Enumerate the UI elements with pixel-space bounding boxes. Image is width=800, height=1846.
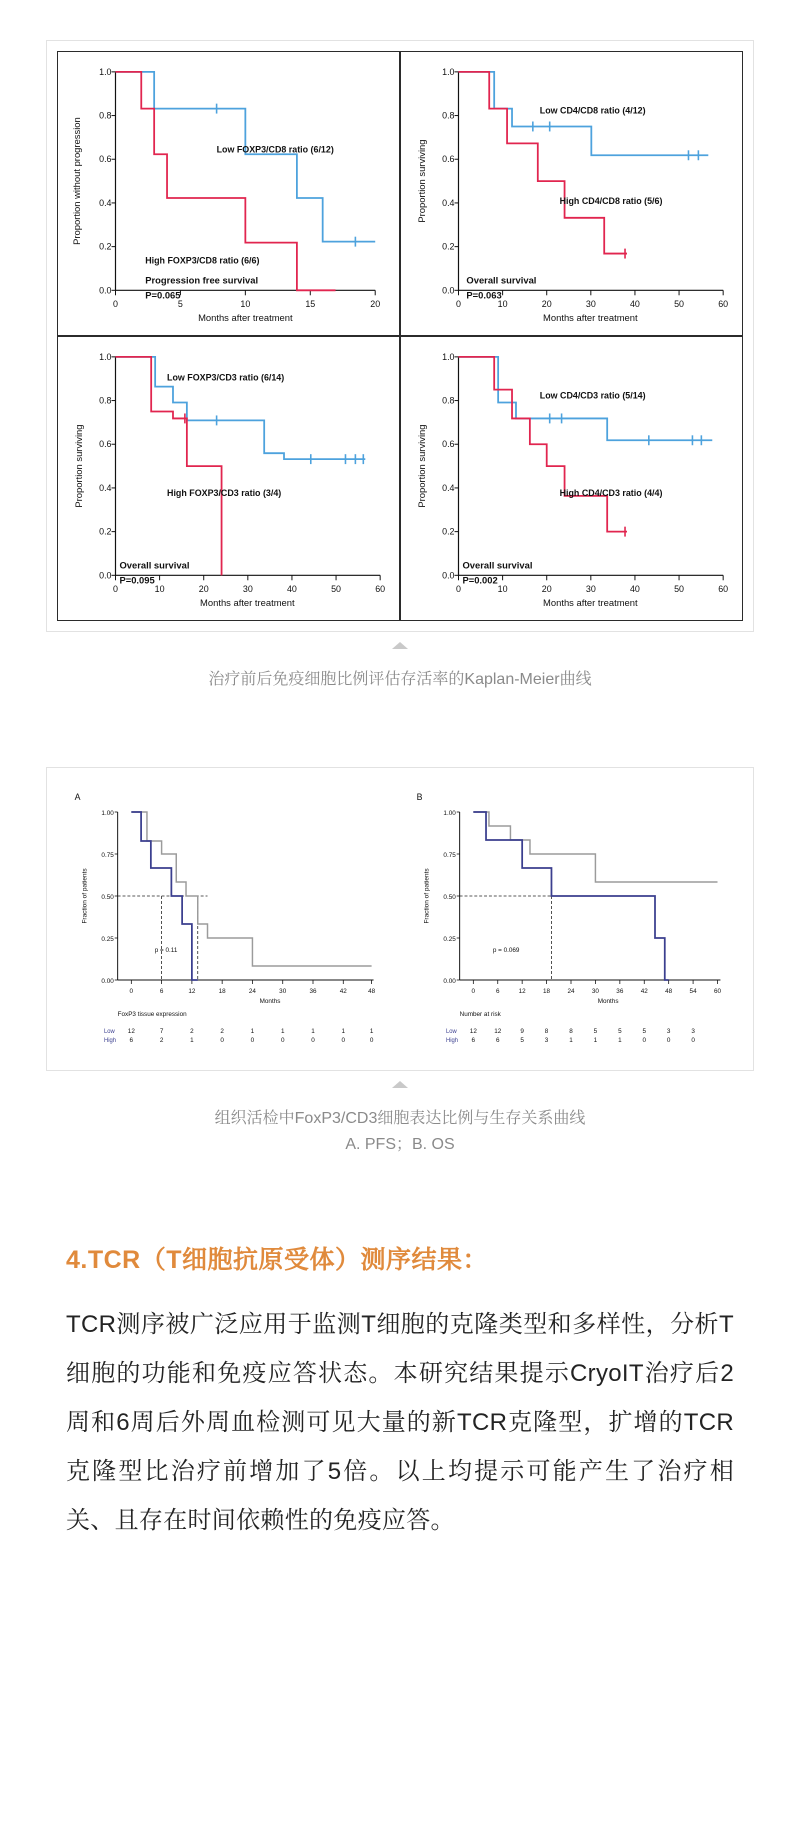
svg-text:7: 7 bbox=[159, 1027, 164, 1036]
svg-text:0.50: 0.50 bbox=[443, 893, 456, 902]
svg-text:Months after treatment: Months after treatment bbox=[200, 597, 295, 609]
svg-text:0.75: 0.75 bbox=[101, 851, 114, 860]
svg-text:Months after treatment: Months after treatment bbox=[543, 312, 638, 324]
svg-text:Low FOXP3/CD8 ratio (6/12): Low FOXP3/CD8 ratio (6/12) bbox=[216, 144, 334, 155]
svg-text:36: 36 bbox=[616, 987, 624, 996]
svg-text:Number at risk: Number at risk bbox=[459, 1010, 501, 1019]
svg-text:0.75: 0.75 bbox=[443, 851, 456, 860]
svg-text:0.0: 0.0 bbox=[442, 285, 455, 296]
svg-text:3: 3 bbox=[691, 1027, 695, 1036]
svg-text:Months: Months bbox=[259, 997, 281, 1006]
tcr-section bbox=[66, 1232, 734, 1545]
svg-text:2: 2 bbox=[190, 1027, 194, 1036]
svg-text:40: 40 bbox=[286, 584, 297, 595]
svg-text:54: 54 bbox=[689, 987, 697, 996]
svg-text:20: 20 bbox=[541, 584, 552, 595]
svg-text:Low CD4/CD3 ratio (5/14): Low CD4/CD3 ratio (5/14) bbox=[539, 390, 646, 401]
svg-text:48: 48 bbox=[665, 987, 673, 996]
km-chart-os-cd4-cd8 bbox=[401, 52, 742, 335]
svg-text:6: 6 bbox=[471, 1036, 476, 1045]
section-paragraph: TCR测序被广泛应用于监测T细胞的克隆类型和多样性，分析T细胞的功能和免疫应答状态。本研究结果提示CryoIT治疗后2周和6周后外周血检测可见大量的新TCR克隆型，扩增的TCR克隆型比治疗前增加了5倍。以上均提示可能产生了治疗相关、且存在时间依赖性的免疫应答。 bbox=[66, 1311, 734, 1534]
svg-text:10: 10 bbox=[154, 584, 165, 595]
svg-text:Proportion surviving: Proportion surviving bbox=[415, 424, 427, 508]
figure-2-caption-line-2: A. PFS；B. OS bbox=[345, 1136, 455, 1153]
svg-text:0.0: 0.0 bbox=[99, 570, 112, 581]
gap-figure2-text bbox=[0, 1158, 800, 1232]
svg-text:Overall survival: Overall survival bbox=[462, 559, 533, 571]
svg-text:12: 12 bbox=[494, 1027, 502, 1036]
svg-text:60: 60 bbox=[713, 987, 722, 996]
svg-text:1: 1 bbox=[190, 1036, 194, 1045]
svg-text:0: 0 bbox=[456, 584, 461, 595]
svg-text:A: A bbox=[74, 791, 81, 803]
svg-text:0: 0 bbox=[666, 1036, 671, 1045]
svg-text:0.2: 0.2 bbox=[442, 526, 455, 537]
figure-2-card bbox=[46, 767, 754, 1071]
svg-text:High CD4/CD3 ratio (4/4): High CD4/CD3 ratio (4/4) bbox=[559, 487, 663, 498]
svg-text:0.00: 0.00 bbox=[101, 977, 114, 986]
svg-text:8: 8 bbox=[569, 1027, 573, 1036]
svg-text:50: 50 bbox=[674, 584, 685, 595]
svg-text:10: 10 bbox=[497, 299, 508, 310]
svg-text:Proportion surviving: Proportion surviving bbox=[72, 424, 84, 508]
svg-text:60: 60 bbox=[375, 584, 386, 595]
svg-text:8: 8 bbox=[544, 1027, 549, 1036]
svg-text:20: 20 bbox=[198, 584, 209, 595]
svg-text:0.8: 0.8 bbox=[442, 110, 455, 121]
svg-text:42: 42 bbox=[640, 987, 648, 996]
svg-text:0.4: 0.4 bbox=[442, 197, 455, 208]
svg-text:Months: Months bbox=[597, 997, 619, 1006]
svg-text:0.50: 0.50 bbox=[101, 893, 114, 902]
svg-text:0.25: 0.25 bbox=[101, 935, 114, 944]
svg-text:High: High bbox=[103, 1037, 117, 1045]
svg-text:6: 6 bbox=[495, 987, 500, 996]
svg-text:48: 48 bbox=[368, 987, 376, 996]
svg-text:1.0: 1.0 bbox=[99, 351, 112, 362]
svg-text:12: 12 bbox=[127, 1027, 135, 1036]
svg-text:High: High bbox=[445, 1037, 459, 1045]
svg-text:1: 1 bbox=[593, 1036, 598, 1045]
svg-text:42: 42 bbox=[339, 987, 347, 996]
svg-text:50: 50 bbox=[331, 584, 342, 595]
svg-text:p = 0.11: p = 0.11 bbox=[154, 946, 178, 955]
svg-text:P=0.095: P=0.095 bbox=[119, 574, 155, 586]
svg-text:1: 1 bbox=[341, 1027, 346, 1036]
svg-text:0.6: 0.6 bbox=[99, 154, 112, 165]
svg-text:0: 0 bbox=[341, 1036, 346, 1045]
svg-text:50: 50 bbox=[674, 299, 685, 310]
svg-text:0.8: 0.8 bbox=[99, 395, 112, 406]
svg-text:1: 1 bbox=[369, 1027, 374, 1036]
svg-text:1.0: 1.0 bbox=[442, 66, 455, 77]
svg-text:12: 12 bbox=[518, 987, 526, 996]
svg-text:0.4: 0.4 bbox=[442, 482, 455, 493]
svg-text:1: 1 bbox=[250, 1027, 255, 1036]
svg-text:0: 0 bbox=[113, 584, 118, 595]
svg-text:2: 2 bbox=[220, 1027, 224, 1036]
svg-text:20: 20 bbox=[370, 299, 381, 310]
svg-text:Proportion surviving: Proportion surviving bbox=[415, 139, 427, 223]
svg-text:0: 0 bbox=[311, 1036, 315, 1045]
svg-text:3: 3 bbox=[544, 1036, 549, 1045]
svg-text:20: 20 bbox=[541, 299, 552, 310]
svg-text:Fraction of patients: Fraction of patients bbox=[423, 868, 431, 924]
svg-text:24: 24 bbox=[567, 987, 575, 996]
svg-text:Fraction of patients: Fraction of patients bbox=[81, 868, 89, 924]
svg-text:0: 0 bbox=[471, 987, 476, 996]
km-panel-os-foxp3-cd3 bbox=[57, 336, 400, 621]
km-chart-pfs-foxp3-cd8 bbox=[58, 52, 399, 335]
svg-text:0: 0 bbox=[369, 1036, 374, 1045]
figure-1-caret-icon bbox=[392, 642, 408, 649]
svg-text:1.00: 1.00 bbox=[443, 809, 456, 818]
svg-text:0.6: 0.6 bbox=[442, 439, 455, 450]
svg-text:12: 12 bbox=[469, 1027, 477, 1036]
svg-text:Low CD4/CD8 ratio (4/12): Low CD4/CD8 ratio (4/12) bbox=[539, 105, 646, 116]
figure-2-caret-icon bbox=[392, 1081, 408, 1088]
svg-text:15: 15 bbox=[305, 299, 316, 310]
svg-text:0.00: 0.00 bbox=[443, 977, 456, 986]
svg-text:p = 0.069: p = 0.069 bbox=[492, 946, 520, 955]
svg-text:0.6: 0.6 bbox=[99, 439, 112, 450]
svg-text:Low: Low bbox=[103, 1028, 115, 1036]
svg-text:60: 60 bbox=[718, 584, 729, 595]
svg-text:5: 5 bbox=[177, 299, 183, 310]
svg-text:0.2: 0.2 bbox=[99, 241, 112, 252]
svg-text:10: 10 bbox=[497, 584, 508, 595]
svg-text:18: 18 bbox=[218, 987, 226, 996]
svg-text:0.0: 0.0 bbox=[442, 570, 455, 581]
svg-text:6: 6 bbox=[129, 1036, 134, 1045]
svg-text:30: 30 bbox=[585, 299, 596, 310]
km-panel-os-cd4-cd8 bbox=[400, 51, 743, 336]
svg-text:0.2: 0.2 bbox=[99, 526, 112, 537]
svg-text:0.8: 0.8 bbox=[442, 395, 455, 406]
svg-text:0.4: 0.4 bbox=[99, 197, 112, 208]
svg-text:2: 2 bbox=[159, 1036, 164, 1045]
svg-text:High CD4/CD8 ratio (5/6): High CD4/CD8 ratio (5/6) bbox=[559, 195, 663, 206]
svg-text:0: 0 bbox=[129, 987, 134, 996]
svg-text:0: 0 bbox=[280, 1036, 285, 1045]
svg-text:0: 0 bbox=[220, 1036, 224, 1045]
svg-text:6: 6 bbox=[495, 1036, 500, 1045]
svg-text:5: 5 bbox=[593, 1027, 598, 1036]
svg-text:Proportion without progression: Proportion without progression bbox=[70, 117, 82, 245]
figure-1-caption: 治疗前后免疫细胞比例评估存活率的Kaplan-Meier曲线 bbox=[208, 671, 592, 688]
svg-text:Low: Low bbox=[445, 1028, 457, 1036]
section-heading: 4.TCR（T细胞抗原受体）测序结果： bbox=[66, 1246, 489, 1274]
top-spacer bbox=[0, 0, 800, 40]
svg-text:Overall survival: Overall survival bbox=[119, 559, 190, 571]
svg-text:FoxP3 tissue expression: FoxP3 tissue expression bbox=[117, 1010, 187, 1019]
svg-text:Overall survival: Overall survival bbox=[466, 274, 537, 286]
svg-text:Progression free survival: Progression free survival bbox=[145, 274, 259, 286]
svg-text:0.2: 0.2 bbox=[442, 241, 455, 252]
fig2-chart-os bbox=[403, 784, 739, 1054]
svg-text:P=0.063: P=0.063 bbox=[466, 289, 502, 301]
svg-text:30: 30 bbox=[279, 987, 287, 996]
svg-text:0: 0 bbox=[250, 1036, 255, 1045]
svg-text:0.4: 0.4 bbox=[99, 482, 112, 493]
svg-text:0.8: 0.8 bbox=[99, 110, 112, 121]
bottom-spacer bbox=[0, 1545, 800, 1585]
svg-text:Months after treatment: Months after treatment bbox=[198, 312, 293, 324]
km-chart-os-foxp3-cd3 bbox=[58, 337, 399, 620]
fig2-panel-a bbox=[61, 784, 397, 1054]
svg-text:30: 30 bbox=[242, 584, 253, 595]
gap-figure1-figure2 bbox=[0, 693, 800, 767]
svg-text:30: 30 bbox=[585, 584, 596, 595]
figure-1-card bbox=[46, 40, 754, 632]
svg-text:0.0: 0.0 bbox=[99, 285, 112, 296]
svg-text:Low FOXP3/CD3 ratio (6/14): Low FOXP3/CD3 ratio (6/14) bbox=[167, 372, 285, 383]
svg-text:P=0.002: P=0.002 bbox=[462, 574, 498, 586]
svg-text:1: 1 bbox=[280, 1027, 285, 1036]
svg-text:12: 12 bbox=[188, 987, 196, 996]
km-panel-os-cd4-cd3 bbox=[400, 336, 743, 621]
svg-text:6: 6 bbox=[159, 987, 164, 996]
svg-text:P=0.065: P=0.065 bbox=[145, 289, 181, 301]
km-chart-os-cd4-cd3 bbox=[401, 337, 742, 620]
svg-text:5: 5 bbox=[520, 1036, 524, 1045]
svg-text:10: 10 bbox=[240, 299, 251, 310]
fig2-panel-b bbox=[403, 784, 739, 1054]
svg-text:36: 36 bbox=[309, 987, 317, 996]
svg-text:0.25: 0.25 bbox=[443, 935, 456, 944]
svg-text:18: 18 bbox=[543, 987, 551, 996]
svg-text:9: 9 bbox=[520, 1027, 524, 1036]
svg-text:1: 1 bbox=[618, 1036, 622, 1045]
svg-text:B: B bbox=[416, 791, 423, 803]
km-panel-pfs-foxp3-cd8 bbox=[57, 51, 400, 336]
svg-text:40: 40 bbox=[629, 299, 640, 310]
svg-text:Months after treatment: Months after treatment bbox=[543, 597, 638, 609]
svg-text:1.00: 1.00 bbox=[101, 809, 114, 818]
figure-1-block bbox=[46, 40, 754, 693]
svg-text:High FOXP3/CD3 ratio (3/4): High FOXP3/CD3 ratio (3/4) bbox=[167, 487, 282, 498]
km-curve-grid bbox=[57, 51, 743, 621]
svg-text:1.0: 1.0 bbox=[99, 66, 112, 77]
figure-2-caption-line-1: 组织活检中FoxP3/CD3细胞表达比例与生存关系曲线 bbox=[214, 1110, 586, 1127]
svg-text:30: 30 bbox=[591, 987, 599, 996]
fig2-chart-pfs bbox=[61, 784, 397, 1054]
svg-text:High FOXP3/CD8 ratio (6/6): High FOXP3/CD8 ratio (6/6) bbox=[145, 255, 260, 266]
svg-text:0: 0 bbox=[456, 299, 461, 310]
svg-text:0.6: 0.6 bbox=[442, 154, 455, 165]
figure-2-block bbox=[46, 767, 754, 1158]
svg-text:0: 0 bbox=[113, 299, 118, 310]
svg-text:0: 0 bbox=[642, 1036, 647, 1045]
svg-text:1: 1 bbox=[569, 1036, 573, 1045]
figure-2-panels bbox=[57, 778, 743, 1060]
svg-text:0: 0 bbox=[691, 1036, 695, 1045]
svg-text:40: 40 bbox=[629, 584, 640, 595]
svg-text:1: 1 bbox=[311, 1027, 315, 1036]
svg-text:5: 5 bbox=[618, 1027, 622, 1036]
svg-text:5: 5 bbox=[642, 1027, 647, 1036]
svg-text:1.0: 1.0 bbox=[442, 351, 455, 362]
svg-text:24: 24 bbox=[248, 987, 256, 996]
svg-text:60: 60 bbox=[718, 299, 729, 310]
svg-text:3: 3 bbox=[666, 1027, 671, 1036]
